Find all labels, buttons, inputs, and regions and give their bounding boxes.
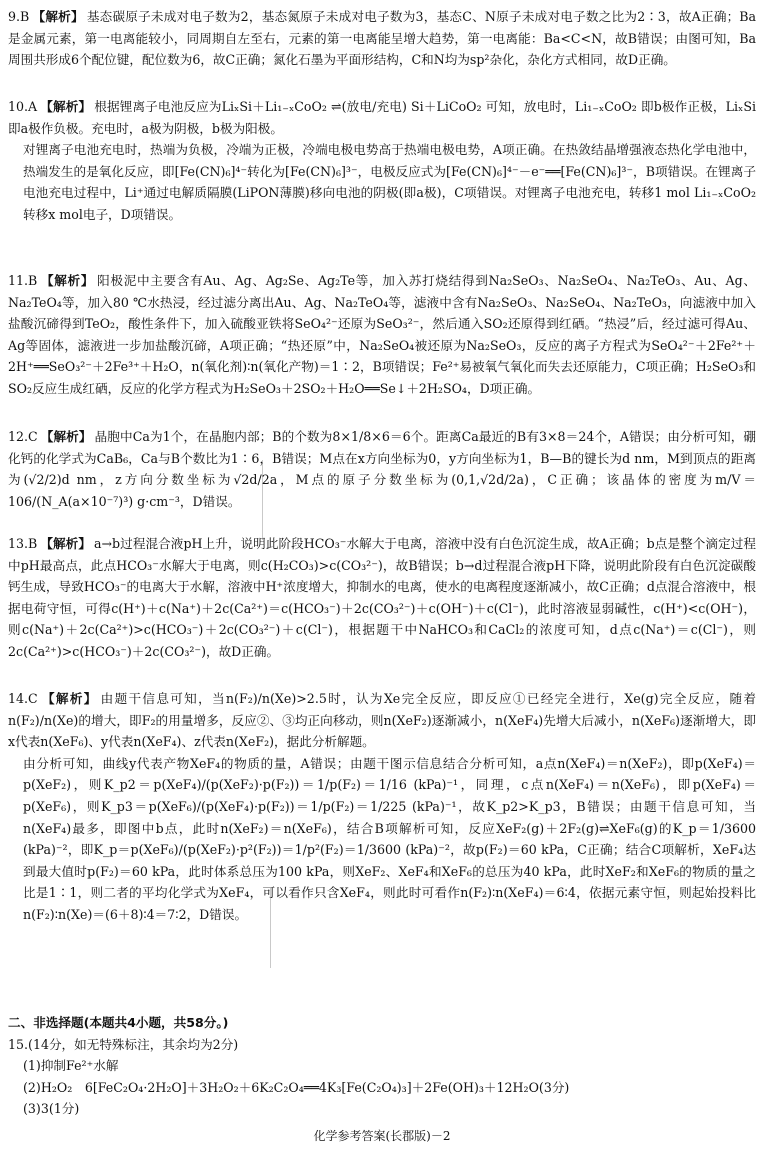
- item-9: [8, 6, 756, 71]
- answer-letter: B: [28, 536, 38, 551]
- analysis-paragraph: 对锂离子电池充电时，热端为负极，冷端为正极，冷端电极电势高于热端电极电势，A项正确。在热敛结晶增强液态热化学电池中，热端发生的是氧化反应，即[Fe(CN)₆]⁴⁻转化为[Fe(CN)₆]³⁻，电极反应式为[Fe(CN)₆]⁴⁻－e⁻══[Fe(CN)₆]³⁻，B项错误。在锂离子电池充电过程中，Li⁺通过电解质隔膜(LiPON薄膜)移向电池的阴极(即a极)，C项错误。对锂离子电池充电，转移1 mol Li₁₋ₓCoO₂ 转移x mol电子，D项错误。: [23, 142, 756, 222]
- item-12: [8, 426, 756, 512]
- page-footer: 化学参考答案(长郡版)－2: [313, 1129, 451, 1143]
- question-number: 11.: [8, 273, 29, 288]
- section-nonchoice: [8, 1012, 756, 1120]
- item-14: [8, 688, 756, 926]
- question-number: 12.: [8, 429, 29, 444]
- answer-letter: B: [28, 273, 38, 288]
- analysis-text: 由题干信息可知，当n(F₂)/n(Xe)>2.5时，认为Xe完全反应，即反应①已经完全进行，Xe(g)完全反应，随着n(F₂)/n(Xe)的增大，即F₂的用量增多，反应②、③均正向移动，则n(XeF₂)逐渐减小，n(XeF₄)先增大后减小，n(XeF₆)逐渐增大，即x代表n(XeF₆)、y代表n(XeF₄)、z代表n(XeF₂)，据此分析解题。: [8, 691, 756, 750]
- item-paragraph: [8, 688, 756, 753]
- analysis-tag: 【解析】: [40, 99, 92, 114]
- question-15-heading: 15.(14分，如无特殊标注，其余均为2分): [8, 1036, 239, 1052]
- analysis-tag: 【解析】: [32, 9, 84, 24]
- answer-letter: B: [20, 9, 30, 24]
- q15-answer-2: (2)H₂O₂ 6[FeC₂O₄·2H₂O]＋3H₂O₂＋6K₂C₂O₄══4K₃[Fe(C₂O₄)₃]＋2Fe(OH)₃＋12H₂O(3分): [23, 1079, 570, 1095]
- item-10: [8, 96, 756, 226]
- analysis-text: 阳极泥中主要含有Au、Ag、Ag₂Se、Ag₂Te等，加入苏打烧结得到Na₂SeO₃、Na₂SeO₄、Na₂TeO₃、Au、Ag、Na₂TeO₄等，加入80 ℃水热浸，经过滤分离出Au、Ag、Na₂TeO₄等，滤液中含有Na₂SeO₃、Na₂SeO₄、Na₂TeO₃，向滤液中加入盐酸沉碲得到TeO₂，酸性条件下，加入硫酸亚铁将SeO₄²⁻还原为SeO₃²⁻，然后通入SO₂还原得到红硒。“热浸”后，经过滤可得Au、Ag等固体，滤液进一步加盐酸沉碲，A项正确；“热还原”中，Na₂SeO₄被还原为Na₂SeO₃，反应的离子方程式为SeO₄²⁻＋2Fe²⁺＋2H⁺══SeO₃²⁻＋2Fe³⁺＋H₂O，n(氧化剂)∶n(氧化产物)＝1∶2，B项错误；Fe²⁺易被氧气氧化而失去还原能力，C项正确；H₂SeO₃和SO₂反应生成红硒，反应的化学方程式为H₂SeO₃＋2SO₂＋H₂O══Se↓＋2H₂SO₄，D项正确。: [8, 273, 756, 396]
- answer-letter: A: [28, 99, 38, 114]
- analysis-text: a→b过程混合液pH上升，说明此阶段HCO₃⁻水解大于电离，溶液中没有白色沉淀生成，故A正确；b点是整个滴定过程中pH最高点，此点HCO₃⁻水解大于电离，则c(H₂CO₃)>c(CO₃²⁻)，故B错误；b→d过程混合液pH下降，说明此阶段有白色沉淀碳酸钙生成，导致HCO₃⁻的电离大于水解，溶液中H⁺浓度增大，抑制水的电离，使水的电离程度逐渐减小，故C正确；d点混合溶液中，根据电荷守恒，可得c(H⁺)＋c(Na⁺)＋2c(Ca²⁺)＝c(HCO₃⁻)＋2c(CO₃²⁻)＋c(OH⁻)＋c(Cl⁻)，此时溶液显弱碱性，c(H⁺)<c(OH⁻)，则c(Na⁺)＋2c(Ca²⁺)>c(HCO₃⁻)＋2c(CO₃²⁻)＋c(Cl⁻)，根据题干中NaHCO₃和CaCl₂的浓度可知，d点c(Na⁺)＝c(Cl⁻)，则2c(Ca²⁺)>c(HCO₃⁻)＋2c(CO₃²⁻)，故D正确。: [8, 536, 756, 659]
- item-paragraph: [8, 270, 756, 400]
- question-number: 10.: [8, 99, 29, 114]
- item-paragraph: [8, 6, 756, 71]
- question-number: 13.: [8, 536, 29, 551]
- analysis-text: 根据锂离子电池反应为LiₓSi＋Li₁₋ₓCoO₂ ⇌(放电/充电) Si＋LiCoO₂ 可知，放电时，Li₁₋ₓCoO₂ 即b极作正极，LiₓSi即a极作负极。充电时，a极为阴极，b极为阳极。: [8, 99, 756, 136]
- analysis-paragraph: 由分析可知，曲线y代表产物XeF₄的物质的量，A错误；由题干图示信息结合分析可知，a点n(XeF₄)＝n(XeF₂)，即p(XeF₄)＝p(XeF₂)，则K_p2＝p(XeF₄)/(p(XeF₂)·p(F₂))＝1/p(F₂)＝1/16 (kPa)⁻¹，同理，c点n(XeF₄)＝n(XeF₆)，即p(XeF₄)＝p(XeF₆)，则K_p3＝p(XeF₆)/(p(XeF₄)·p(F₂))＝1/p(F₂)＝1/225 (kPa)⁻¹，故K_p2>K_p3，B错误；由题干信息可知，当n(XeF₄)最多，即图中b点，此时n(XeF₂)＝n(XeF₆)，结合B项解析可知，反应XeF₂(g)＋2F₂(g)⇌XeF₆(g)的K_p＝1/3600 (kPa)⁻²，即K_p＝p(XeF₆)/(p(XeF₂)·p²(F₂))＝1/p²(F₂)＝1/3600 (kPa)⁻²，故p(F₂)＝60 kPa，C正确；结合C项解析，XeF₄达到最大值时p(F₂)＝60 kPa，此时体系总压为100 kPa，则XeF₂、XeF₄和XeF₆的总压为40 kPa，此时XeF₂和XeF₆的物质的量之比是1∶1，则二者的平均化学式为XeF₄，可以看作只含XeF₄，则此时可看作n(F₂)∶n(XeF₄)＝6∶4，依据元素守恒，则起始投料比n(F₂)∶n(Xe)＝(6＋8)∶4＝7∶2，D错误。: [23, 755, 756, 922]
- q15-answer-1: (1)抑制Fe²⁺水解: [23, 1058, 119, 1074]
- section-title: 二、非选择题(本题共4小题，共58分。): [8, 1015, 229, 1030]
- question-number: 9.: [8, 9, 21, 24]
- item-paragraph: [8, 426, 756, 512]
- analysis-text: 晶胞中Ca为1个，在晶胞内部；B的个数为8×1/8×6＝6个。距离Ca最近的B有3×8＝24个，A错误；由分析可知，硼化钙的化学式为CaB₆，Ca与B个数比为1∶6，B错误；M点在x方向坐标为0，y方向坐标为1，B—B的键长为d nm，M到顶点的距离为(√2/2)d nm，z方向分数坐标为√2d/2a，M点的原子分数坐标为(0,1,√2d/2a)，C正确；该晶体的密度为m/V＝106/(N_A(a×10⁻⁷)³) g·cm⁻³，D错误。: [8, 429, 757, 509]
- item-paragraph: [8, 533, 756, 663]
- analysis-tag: 【解析】: [40, 536, 91, 551]
- analysis-tag: 【解析】: [40, 273, 95, 288]
- item-11: [8, 270, 756, 400]
- item-13: [8, 533, 756, 663]
- item-paragraph: [8, 96, 756, 139]
- question-number: 14.: [8, 691, 29, 706]
- answer-letter: C: [28, 691, 38, 706]
- analysis-tag: 【解析】: [40, 429, 92, 444]
- analysis-text: 基态碳原子未成对电子数为2，基态氮原子未成对电子数为3，基态C、N原子未成对电子数之比为2∶3，故A正确；Ba是金属元素，第一电离能较小，同周期自左至右，元素的第一电离能呈增大趋势，第一电离能：Ba<C<N，故B错误；由图可知，Ba周围共形成6个配位键，配位数为6，故C正确；氮化石墨为平面形结构，C和N均为sp²杂化，杂化方式相同，故D正确。: [8, 9, 756, 68]
- analysis-tag: 【解析】: [40, 691, 98, 706]
- answer-letter: C: [28, 429, 38, 444]
- q15-answer-3: (3)3(1分): [23, 1101, 80, 1117]
